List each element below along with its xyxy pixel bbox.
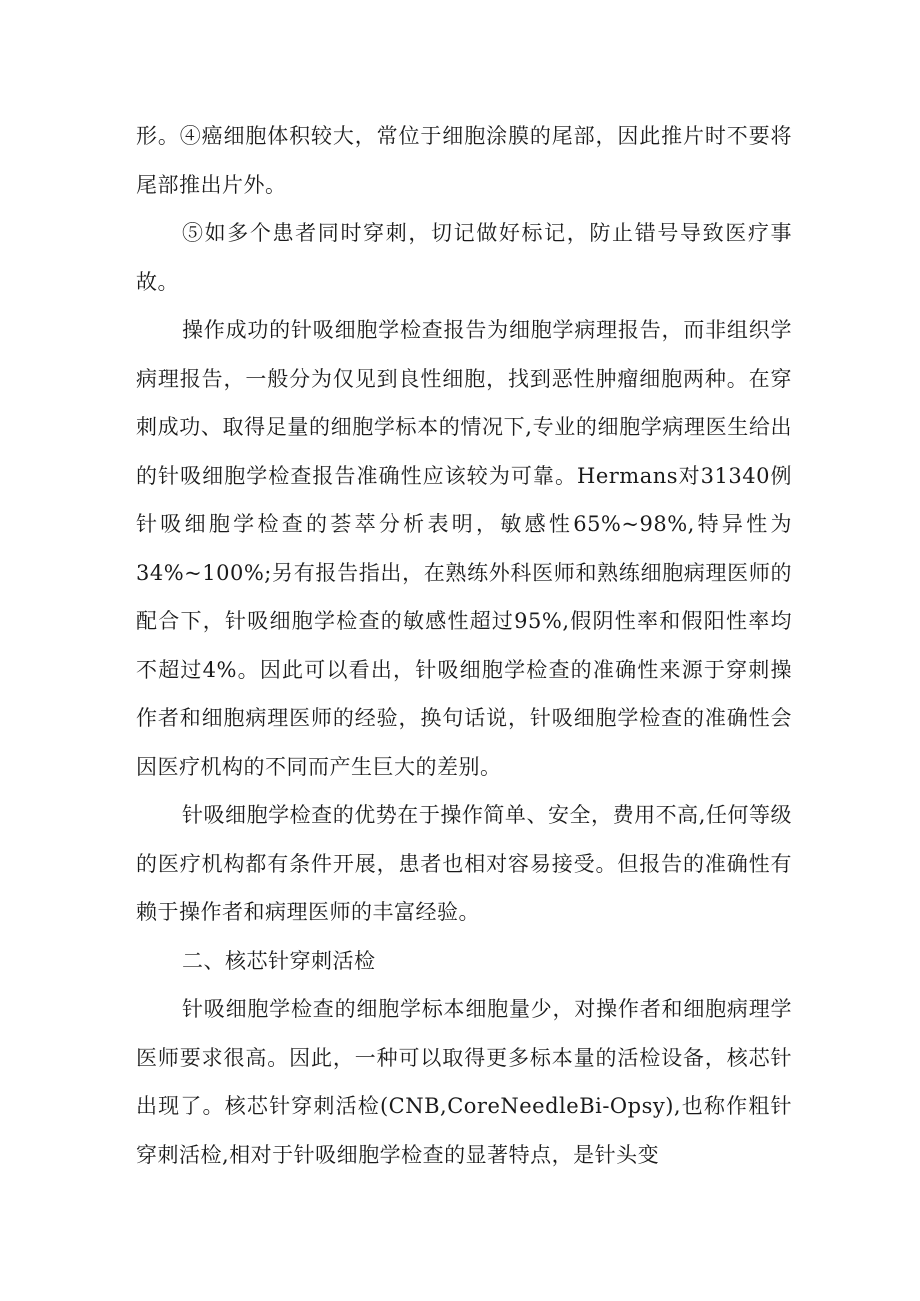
paragraph-report-accuracy: 操作成功的针吸细胞学检查报告为细胞学病理报告，而非组织学病理报告，一般分为仅见到良性细胞，找到恶性肿瘤细胞两种。在穿刺成功、取得足量的细胞学标本的情况下,专业的细胞学病理医生给出的针吸细胞学检查报告准确性应该较为可靠。Hermans对31340例针吸细胞学检查的荟萃分析表明，敏感性65%~98%,特异性为34%~100%;另有报告指出，在熟练外科医师和熟练细胞病理医师的配合下，针吸细胞学检查的敏感性超过95%,假阴性率和假阳性率均不超过4%。因此可以看出，针吸细胞学检查的准确性来源于穿刺操作者和细胞病理医师的经验，换句话说，针吸细胞学检查的准确性会因医疗机构的不同而产生巨大的差别。 bbox=[136, 318, 792, 779]
document-body bbox=[136, 112, 792, 1179]
paragraph-advantages: 针吸细胞学检查的优势在于操作简单、安全，费用不高,任何等级的医疗机构都有条件开展，患者也相对容易接受。但报告的准确性有赖于操作者和病理医师的丰富经验。 bbox=[136, 803, 792, 924]
section-heading-core-needle-biopsy: 二、核芯针穿刺活检 bbox=[182, 948, 376, 973]
paragraph-continuation: 形。④癌细胞体积较大，常位于细胞涂膜的尾部，因此推片时不要将尾部推出片外。 bbox=[136, 124, 792, 197]
paragraph-item-five: ⑤如多个患者同时穿刺，切记做好标记，防止错号导致医疗事故。 bbox=[136, 221, 792, 294]
paragraph-core-needle-intro: 针吸细胞学检查的细胞学标本细胞量少，对操作者和细胞病理学医师要求很高。因此，一种可以取得更多标本量的活检设备，核芯针出现了。核芯针穿刺活检(CNB,CoreNeedleBi-Opsy),也称作粗针穿刺活检,相对于针吸细胞学检查的显著特点，是针头变 bbox=[136, 997, 792, 1167]
